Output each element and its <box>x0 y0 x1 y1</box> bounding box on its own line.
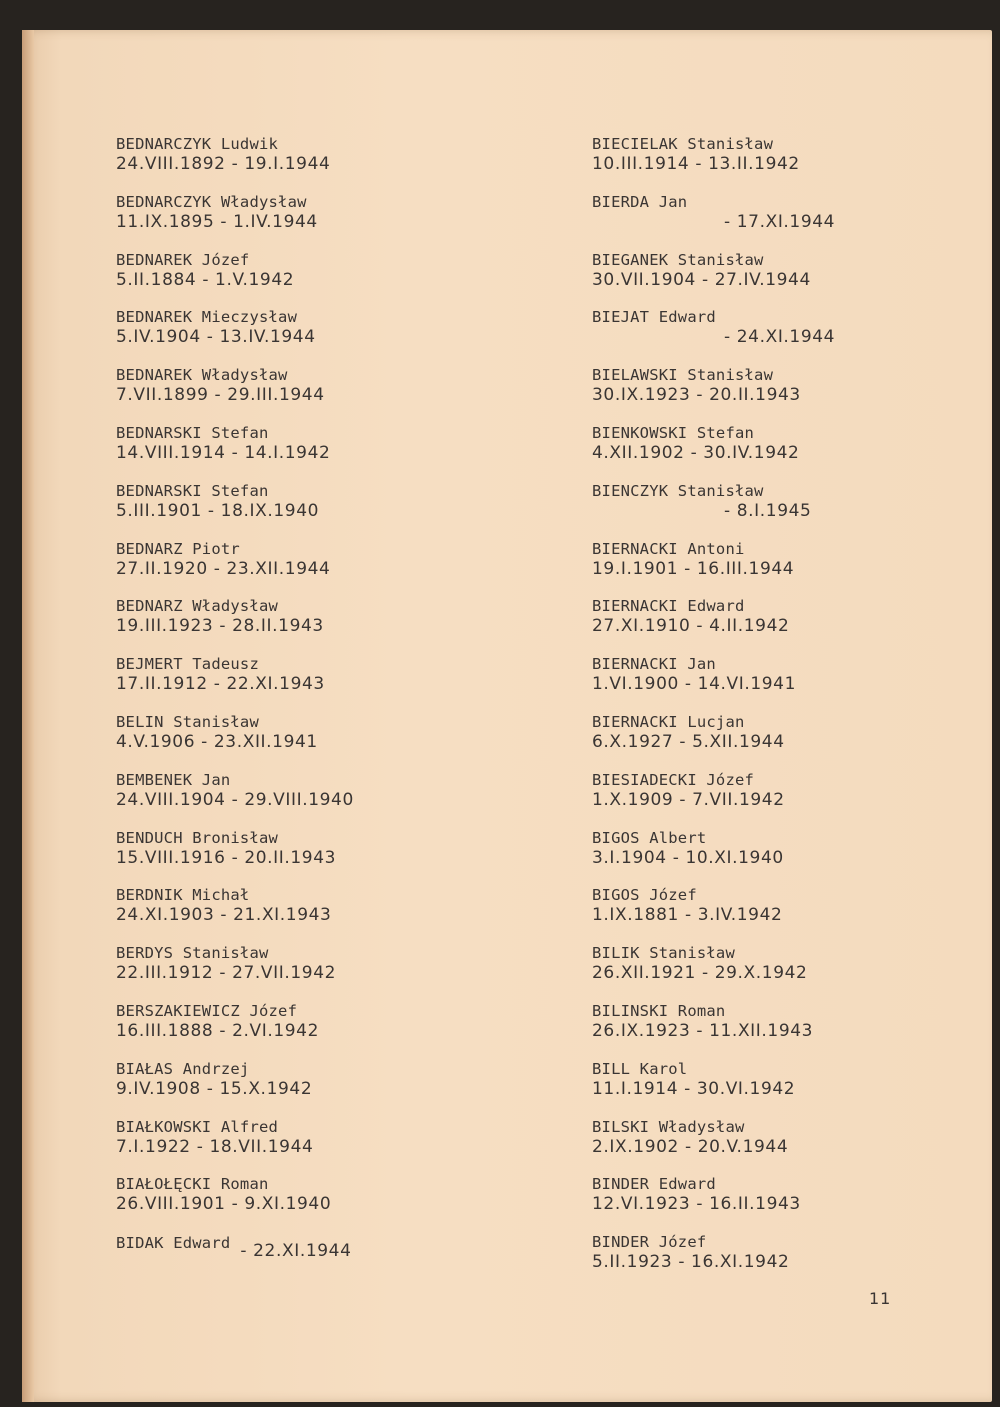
life-dates: - 17.XI.1944 <box>724 211 836 232</box>
life-dates: 5.III.1901 - 18.IX.1940 <box>116 500 320 521</box>
person-name: BEDNARSKI Stefan <box>116 423 269 442</box>
list-item <box>116 886 496 944</box>
list-item <box>116 713 496 771</box>
person-name: BIERNACKI Lucjan <box>592 712 745 731</box>
list-item <box>592 1002 972 1060</box>
life-dates: 27.XI.1910 - 4.II.1942 <box>592 616 790 637</box>
list-item <box>116 308 496 366</box>
life-dates: - 22.XI.1944 <box>240 1241 352 1262</box>
list-item <box>116 540 496 598</box>
person-name: BILSKI Władysław <box>592 1117 745 1136</box>
life-dates: 5.II.1884 - 1.V.1942 <box>116 269 295 290</box>
life-dates: 14.VIII.1914 - 14.I.1942 <box>116 442 331 463</box>
list-item <box>592 713 972 771</box>
life-dates: 11.I.1914 - 30.VI.1942 <box>592 1078 796 1099</box>
list-item <box>116 771 496 829</box>
person-name: BIERNACKI Antoni <box>592 539 745 558</box>
list-item <box>116 135 496 193</box>
list-item <box>592 829 972 887</box>
person-name: BERDYS Stanisław <box>116 944 269 963</box>
life-dates: 9.IV.1908 - 15.X.1942 <box>116 1078 313 1099</box>
person-name: BERDNIK Michał <box>116 886 250 905</box>
life-dates: 7.I.1922 - 18.VII.1944 <box>116 1136 314 1157</box>
life-dates: 5.IV.1904 - 13.IV.1944 <box>116 327 316 348</box>
person-name: BEDNARSKI Stefan <box>116 481 269 500</box>
list-item <box>592 482 972 540</box>
life-dates: 4.V.1906 - 23.XII.1941 <box>116 731 318 752</box>
person-name: BEDNAREK Władysław <box>116 366 288 385</box>
list-item <box>592 366 972 424</box>
person-name: BENDUCH Bronisław <box>116 828 279 847</box>
list-item <box>116 1060 496 1118</box>
list-item <box>116 1233 496 1291</box>
life-dates: 7.VII.1899 - 29.III.1944 <box>116 385 325 406</box>
left-column <box>116 135 496 1291</box>
life-dates: 11.IX.1895 - 1.IV.1944 <box>116 211 318 232</box>
person-name: BIERNACKI Jan <box>592 655 716 674</box>
list-item <box>116 251 496 309</box>
person-name: BIAŁKOWSKI Alfred <box>116 1117 279 1136</box>
person-name: BEDNARZ Piotr <box>116 539 240 558</box>
life-dates: 6.X.1927 - 5.XII.1944 <box>592 731 785 752</box>
person-name: BIDAK Edward <box>116 1234 231 1253</box>
list-item <box>592 597 972 655</box>
person-name: BEDNARCZYK Ludwik <box>116 135 279 153</box>
person-name: BIELAWSKI Stanisław <box>592 366 774 385</box>
life-dates: 24.VIII.1892 - 19.I.1944 <box>116 154 331 174</box>
list-item <box>116 597 496 655</box>
list-item <box>116 482 496 540</box>
person-name: BEDNAREK Józef <box>116 250 250 269</box>
person-name: BILIK Stanisław <box>592 944 735 963</box>
person-name: BERSZAKIEWICZ Józef <box>116 1001 298 1020</box>
person-name: BILL Karol <box>592 1059 688 1078</box>
life-dates: 24.XI.1903 - 21.XI.1943 <box>116 905 332 926</box>
list-item <box>116 1175 496 1233</box>
right-column <box>592 135 972 1291</box>
person-name: BIECIELAK Stanisław <box>592 135 774 153</box>
life-dates: - 8.I.1945 <box>724 500 812 521</box>
list-item <box>116 829 496 887</box>
list-item <box>116 944 496 1002</box>
life-dates: 30.IX.1923 - 20.II.1943 <box>592 385 801 406</box>
list-item <box>592 655 972 713</box>
life-dates: 16.III.1888 - 2.VI.1942 <box>116 1020 320 1041</box>
life-dates: 22.III.1912 - 27.VII.1942 <box>116 963 337 984</box>
person-name: BIENCZYK Stanisław <box>592 481 764 500</box>
person-name: BIENKOWSKI Stefan <box>592 423 755 442</box>
life-dates: 26.XII.1921 - 29.X.1942 <box>592 963 808 984</box>
person-name: BINDER Edward <box>592 1175 716 1194</box>
person-name: BEDNARCZYK Władysław <box>116 192 307 211</box>
person-name: BIESIADECKI Józef <box>592 770 755 789</box>
list-item <box>592 1233 972 1291</box>
life-dates: 17.II.1912 - 22.XI.1943 <box>116 674 325 695</box>
life-dates: 27.II.1920 - 23.XII.1944 <box>116 558 331 579</box>
person-name: BILINSKI Roman <box>592 1001 726 1020</box>
list-item <box>592 944 972 1002</box>
person-name: BIEGANEK Stanisław <box>592 250 764 269</box>
life-dates: 1.VI.1900 - 14.VI.1941 <box>592 674 797 695</box>
list-item <box>592 251 972 309</box>
life-dates: 1.X.1909 - 7.VII.1942 <box>592 789 785 810</box>
person-name: BEDNARZ Władysław <box>116 597 279 616</box>
life-dates: 15.VIII.1916 - 20.II.1943 <box>116 847 337 868</box>
person-name: BEJMERT Tadeusz <box>116 655 259 674</box>
list-item <box>116 1118 496 1176</box>
list-item <box>592 1118 972 1176</box>
life-dates: 3.I.1904 - 10.XI.1940 <box>592 847 784 868</box>
list-item <box>592 1175 972 1233</box>
life-dates: 19.III.1923 - 28.II.1943 <box>116 616 324 637</box>
life-dates: 2.IX.1902 - 20.V.1944 <box>592 1136 789 1157</box>
person-name: BEMBENEK Jan <box>116 770 231 789</box>
list-item <box>116 655 496 713</box>
list-item <box>592 1060 972 1118</box>
list-item <box>592 308 972 366</box>
life-dates: 4.XII.1902 - 30.IV.1942 <box>592 442 800 463</box>
life-dates: 26.IX.1923 - 11.XII.1943 <box>592 1020 814 1041</box>
life-dates: - 24.XI.1944 <box>724 327 836 348</box>
person-name: BIGOS Albert <box>592 828 707 847</box>
life-dates: 12.VI.1923 - 16.II.1943 <box>592 1194 801 1215</box>
list-item <box>592 886 972 944</box>
list-item <box>592 540 972 598</box>
list-item <box>116 366 496 424</box>
list-item <box>116 424 496 482</box>
life-dates: 30.VII.1904 - 27.IV.1944 <box>592 269 811 290</box>
person-name: BIGOS Józef <box>592 886 697 905</box>
person-name: BELIN Stanisław <box>116 712 259 731</box>
life-dates: 19.I.1901 - 16.III.1944 <box>592 558 795 579</box>
person-name: BIAŁAS Andrzej <box>116 1059 250 1078</box>
list-item <box>116 1002 496 1060</box>
person-name: BIAŁOŁĘCKI Roman <box>116 1175 269 1194</box>
list-item <box>592 424 972 482</box>
person-name: BIEJAT Edward <box>592 308 716 327</box>
life-dates: 10.III.1914 - 13.II.1942 <box>592 154 800 174</box>
person-name: BINDER Józef <box>592 1233 707 1252</box>
life-dates: 5.II.1923 - 16.XI.1942 <box>592 1252 790 1273</box>
list-item <box>592 135 972 193</box>
list-item <box>592 193 972 251</box>
person-name: BEDNAREK Mieczysław <box>116 308 298 327</box>
page-spine <box>22 30 34 1402</box>
person-name: BIERDA Jan <box>592 192 688 211</box>
page-number: 11 <box>869 1289 892 1308</box>
life-dates: 24.VIII.1904 - 29.VIII.1940 <box>116 789 354 810</box>
person-name: BIERNACKI Edward <box>592 597 745 616</box>
list-item <box>116 193 496 251</box>
life-dates: 26.VIII.1901 - 9.XI.1940 <box>116 1194 332 1215</box>
life-dates: 1.IX.1881 - 3.IV.1942 <box>592 905 783 926</box>
list-item <box>592 771 972 829</box>
